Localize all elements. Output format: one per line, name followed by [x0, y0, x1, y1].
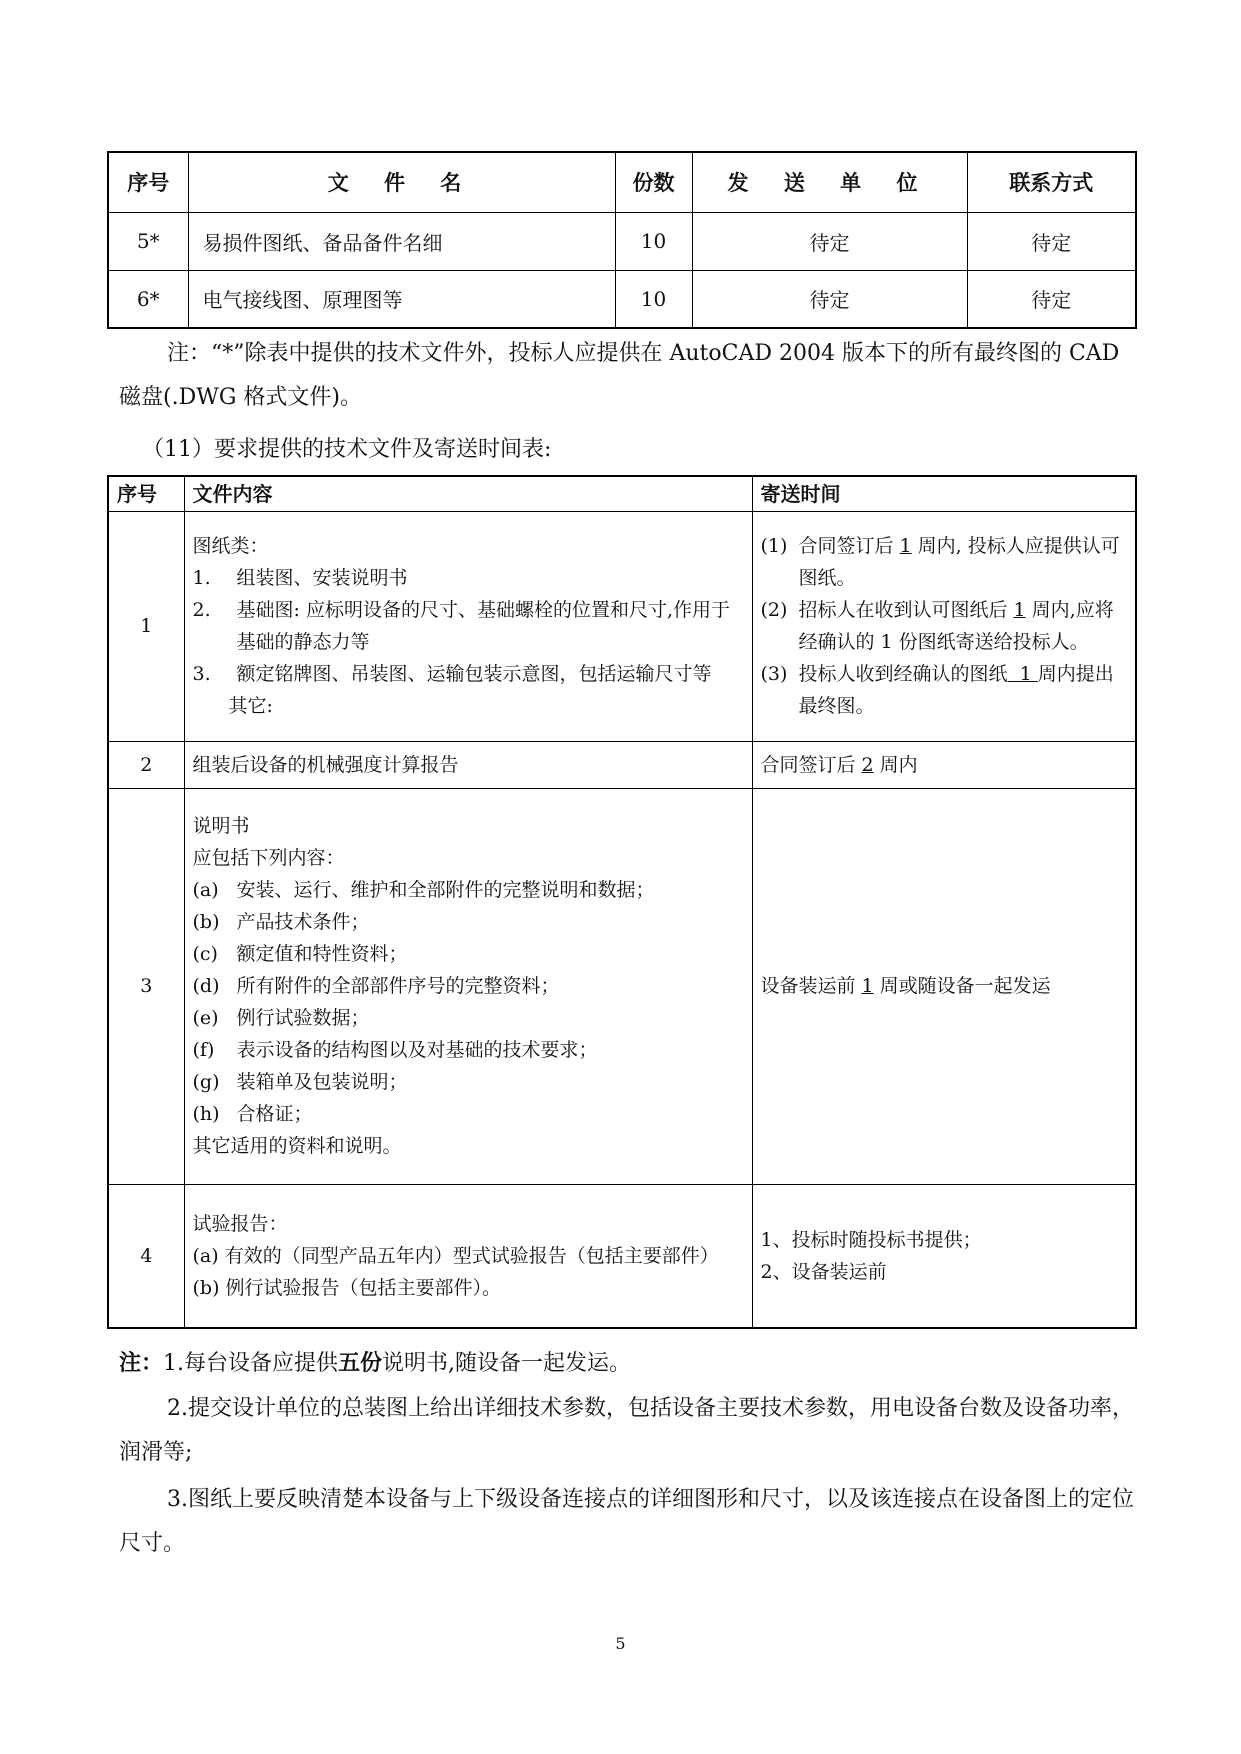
table-cell: 5* — [108, 212, 188, 270]
table-cell: 待定 — [967, 212, 1136, 270]
table-row — [108, 270, 1136, 328]
list-text: 额定铭牌图、吊装图、运输包装示意图，包括运输尺寸等 — [236, 663, 712, 685]
note-2: 2.提交设计单位的总装图上给出详细技术参数，包括设备主要技术参数，用电设备台数及设备功率，润滑等; — [119, 1396, 1134, 1465]
header-cell: 文 件 名 — [188, 152, 615, 212]
table-cell: 易损件图纸、备品备件名细 — [188, 212, 615, 270]
list-marker: (d) — [192, 975, 220, 997]
cell-footer: 其它适用的资料和说明。 — [192, 1135, 402, 1157]
list-item — [193, 658, 744, 690]
content-cell — [184, 511, 752, 741]
week-count: 1 — [861, 975, 874, 997]
time-text: 周内, 投标人应提供认可图纸。 — [798, 535, 1120, 589]
list-item — [193, 594, 744, 658]
table-row — [108, 511, 1136, 741]
header-cell: 序号 — [108, 152, 188, 212]
time-text: 周内,应将经确认的 1 份图纸寄送给投标人。 — [798, 599, 1114, 653]
row-number: 3 — [108, 788, 184, 1184]
list-item — [193, 906, 744, 938]
list-marker: (3) — [760, 663, 788, 685]
header-cell: 寄送时间 — [752, 476, 1136, 511]
row-number: 2 — [108, 741, 184, 788]
header-cell: 文件内容 — [184, 476, 752, 511]
header-cell: 联系方式 — [967, 152, 1136, 212]
list-item — [193, 1034, 744, 1066]
list-marker: (a) — [192, 879, 219, 901]
table-cell: 待定 — [692, 212, 967, 270]
table-cell: 10 — [615, 212, 692, 270]
table-cell: 电气接线图、原理图等 — [188, 270, 615, 328]
report-line: (b) 例行试验报告（包括主要部件）。 — [192, 1276, 502, 1299]
table-cell: 6* — [108, 270, 188, 328]
list-marker: (g) — [192, 1071, 220, 1093]
time-text: 投标人收到经确认的图纸 — [798, 663, 1008, 685]
list-text: 装箱单及包装说明； — [236, 1071, 408, 1093]
list-text: 所有附件的全部部件序号的完整资料； — [236, 975, 560, 997]
list-marker: 3. — [192, 663, 211, 685]
list-text: 例行试验数据； — [236, 1007, 370, 1029]
time-item — [761, 530, 1128, 594]
list-marker: (b) — [192, 911, 220, 933]
list-marker: (e) — [192, 1007, 219, 1029]
table-row — [108, 212, 1136, 270]
page-number: 5 — [615, 1634, 626, 1653]
list-text: 组装图、安装说明书 — [236, 567, 408, 589]
table-row — [108, 1184, 1136, 1328]
header-cell: 份数 — [615, 152, 692, 212]
note-emphasis: 五份 — [338, 1351, 383, 1376]
list-text: 安装、运行、维护和全部附件的完整说明和数据； — [236, 879, 655, 901]
list-text: 表示设备的结构图以及对基础的技术要求； — [236, 1039, 598, 1061]
content-cell — [184, 1184, 752, 1328]
note-text: 说明书,随设备一起发运。 — [382, 1351, 632, 1376]
header-cell: 序号 — [108, 476, 184, 511]
cell-title: 图纸类： — [192, 535, 269, 557]
table-cell: 待定 — [692, 270, 967, 328]
header-cell: 发 送 单 位 — [692, 152, 967, 212]
week-count: 1 — [1007, 663, 1038, 685]
time-text: 周或随设备一起发运 — [873, 975, 1051, 997]
time-cell — [752, 741, 1136, 788]
list-text: 合格证； — [236, 1103, 313, 1125]
section-heading-11: （11）要求提供的技术文件及寄送时间表: — [142, 437, 552, 462]
time-text: 设备装运前 — [760, 975, 862, 997]
list-item — [193, 938, 744, 970]
time-text: 周内提出最终图。 — [798, 663, 1114, 717]
note-label: 注： — [119, 1351, 164, 1376]
table-row — [108, 788, 1136, 1184]
list-marker: 1. — [192, 567, 211, 589]
list-item — [193, 1002, 744, 1034]
week-count: 1 — [899, 535, 912, 557]
time-item — [761, 658, 1128, 722]
list-item — [193, 1066, 744, 1098]
list-text: 产品技术条件； — [236, 911, 370, 933]
list-item — [193, 970, 744, 1002]
list-item — [193, 562, 744, 594]
document-table-2 — [107, 475, 1137, 1329]
list-text: 基础图: 应标明设备的尺寸、基础螺栓的位置和尺寸,作用于基础的静态力等 — [236, 599, 730, 653]
note-text: 1.每台设备应提供 — [163, 1351, 339, 1376]
cell-title: 试验报告： — [192, 1212, 288, 1235]
time-item — [761, 594, 1128, 658]
list-item — [193, 1098, 744, 1130]
list-text: 额定值和特性资料； — [236, 943, 408, 965]
content-cell: 组装后设备的机械强度计算报告 — [184, 741, 752, 788]
time-text: 周内 — [873, 753, 918, 776]
time-text: 合同签订后 — [760, 753, 862, 776]
time-text: 1、投标时随投标书提供； — [760, 1228, 982, 1251]
week-count: 2 — [861, 753, 874, 776]
note-1 — [119, 1342, 1135, 1386]
list-marker: (2) — [760, 599, 788, 621]
time-text: 2、设备装运前 — [760, 1260, 887, 1283]
table-header-row — [108, 152, 1136, 212]
cell-subtitle: 应包括下列内容： — [192, 847, 345, 869]
cell-title: 说明书 — [192, 815, 250, 837]
time-cell — [752, 511, 1136, 741]
list-marker: (1) — [760, 535, 788, 557]
list-marker: (h) — [192, 1103, 220, 1125]
row-number: 1 — [108, 511, 184, 741]
document-table-1 — [107, 151, 1137, 329]
time-cell — [752, 1184, 1136, 1328]
time-text: 合同签订后 — [798, 535, 900, 557]
autocad-note: 注：“*”除表中提供的技术文件外，投标人应提供在 AutoCAD 2004 版本下的所有最终图的 CAD 磁盘(.DWG 格式文件)。 — [119, 341, 1120, 410]
row-number: 4 — [108, 1184, 184, 1328]
week-count: 1 — [1013, 599, 1026, 621]
table-cell: 待定 — [967, 270, 1136, 328]
table-header-row — [108, 476, 1136, 511]
table-cell: 10 — [615, 270, 692, 328]
list-marker: (f) — [192, 1039, 215, 1061]
note-3: 3.图纸上要反映清楚本设备与上下级设备连接点的详细图形和尺寸，以及该连接点在设备图上的定位尺寸。 — [119, 1487, 1134, 1556]
table-row — [108, 741, 1136, 788]
time-cell — [752, 788, 1136, 1184]
time-text: 招标人在收到认可图纸后 — [798, 599, 1014, 621]
list-marker: (c) — [192, 943, 218, 965]
content-cell — [184, 788, 752, 1184]
list-marker: 2. — [192, 599, 211, 621]
report-line: (a) 有效的（同型产品五年内）型式试验报告（包括主要部件） — [192, 1244, 719, 1267]
list-item — [193, 874, 744, 906]
other-text: 其它: — [228, 695, 273, 717]
